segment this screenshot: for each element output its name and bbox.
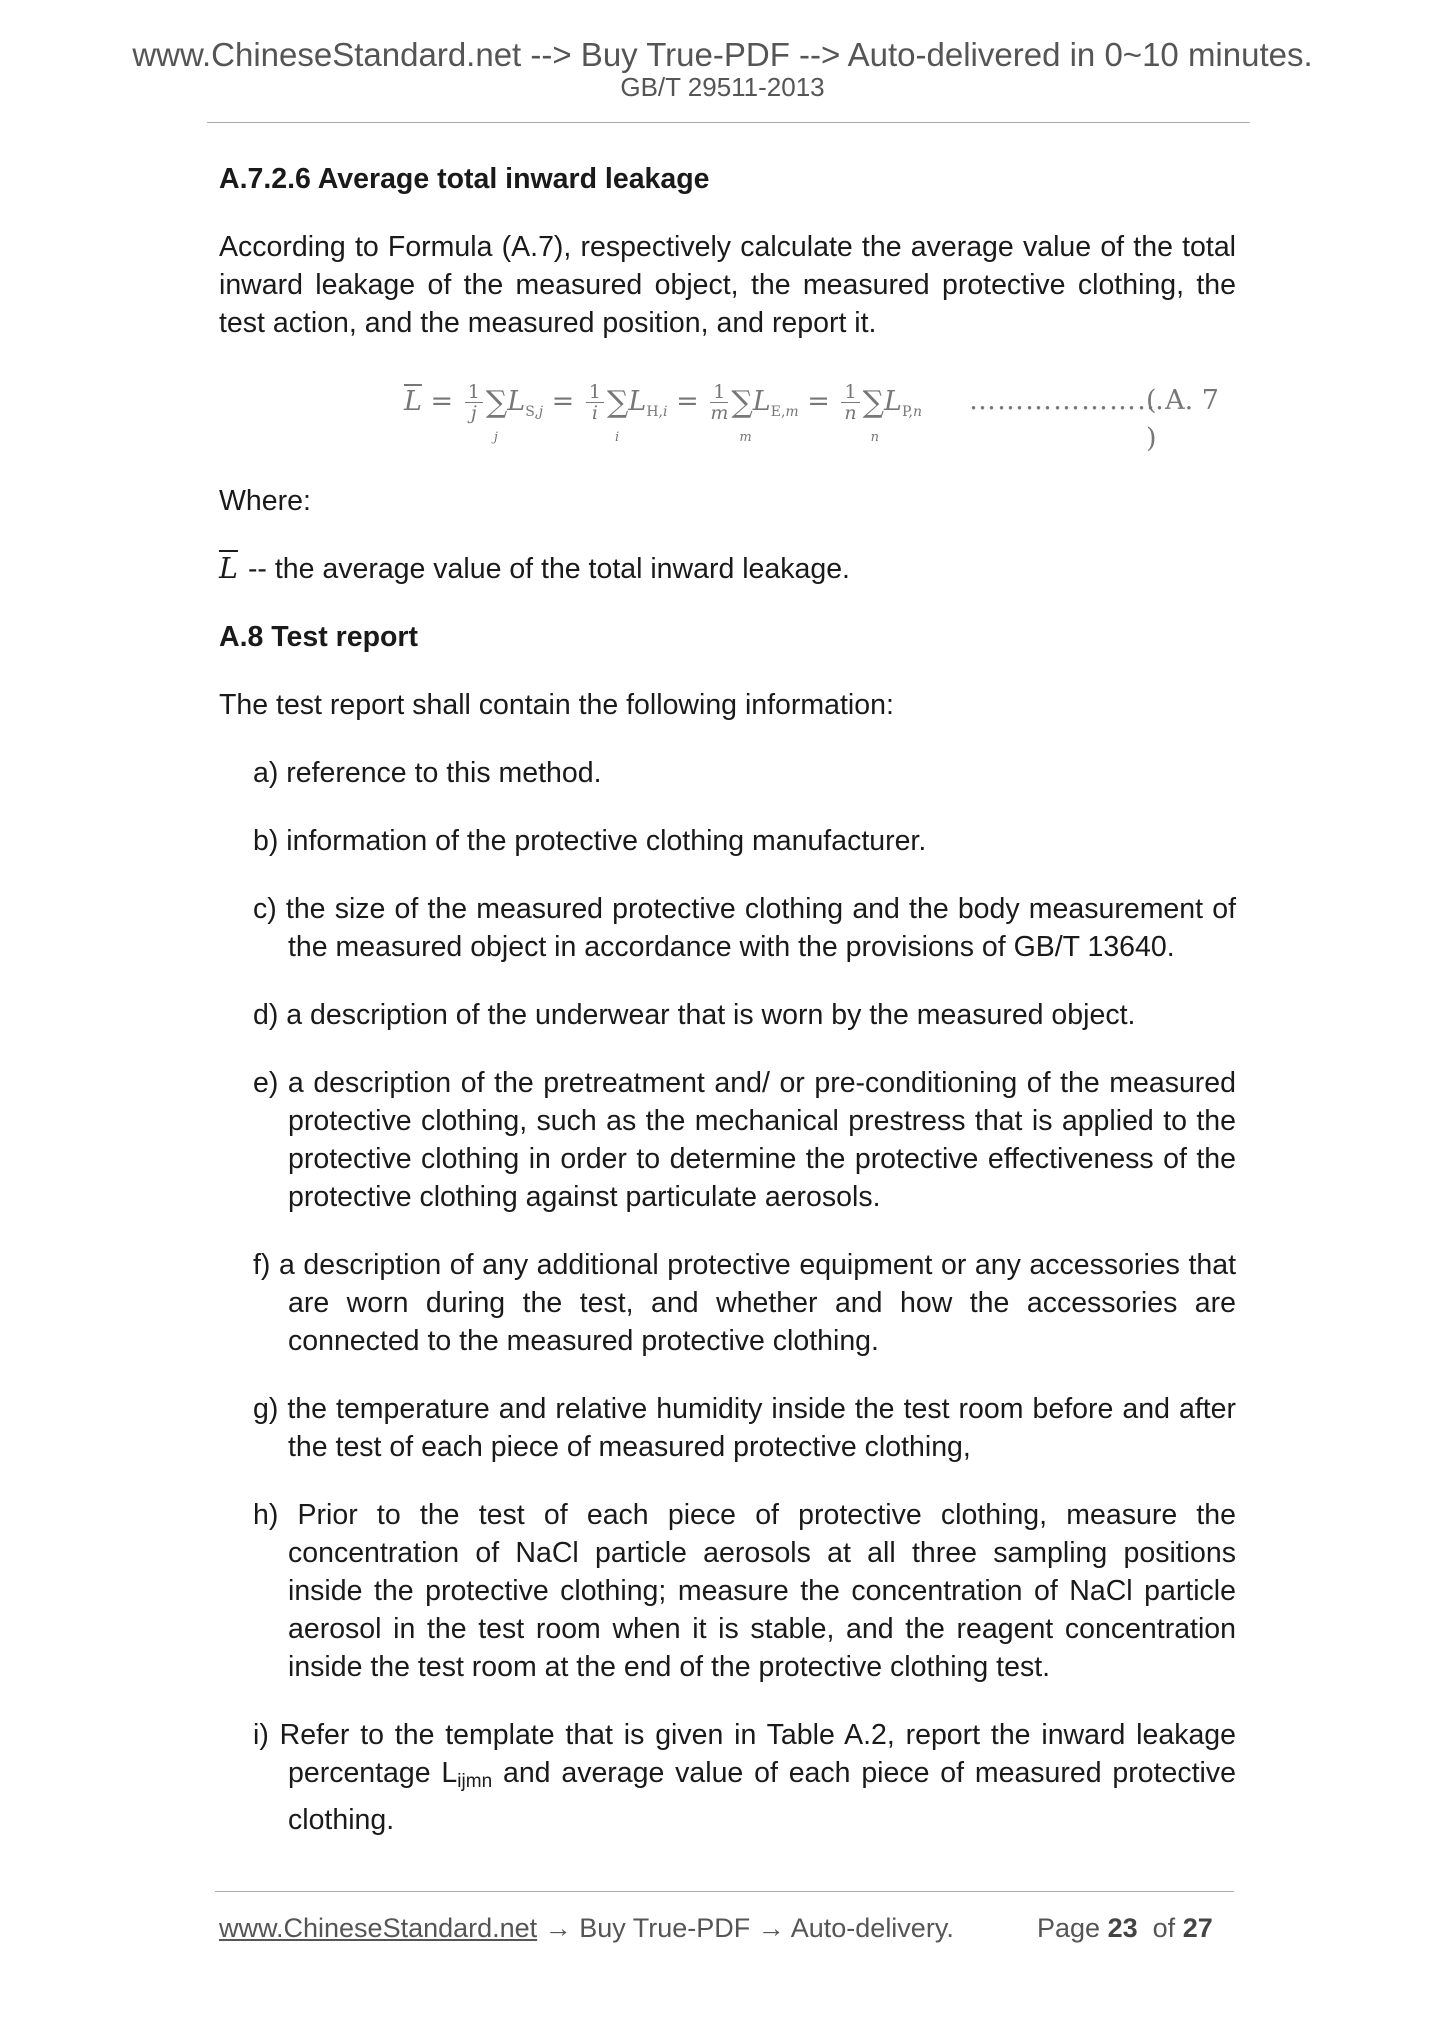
section-heading-a726: A.7.2.6 Average total inward leakage [219,163,710,195]
page-indicator [1037,1915,1213,1942]
footer-promo-text: → Buy True-PDF → Auto-delivery. [537,1913,954,1943]
list-item [253,1716,1236,1839]
list-item: c) the size of the measured protective clothing and the body measurement of the measured object in accordance with the provisions of GB/T 13640. [253,893,1236,963]
list-item: g) the temperature and relative humidity inside the test room before and after the test of each piece of measured protective clothing, [253,1393,1236,1463]
l-bar-symbol: $\overline{L}$ [219,552,238,585]
formula-a7 [219,372,1236,454]
list-item: h) Prior to the test of each piece of protective clothing, measure the concentration of NaCl particle aerosols at all three sampling positions inside the protective clothing; measure the concentration of NaCl particle aerosol in the test room when it is stable, and the reagent concentration inside the test room at the end of the protective clothing test. [253,1499,1236,1683]
page-label: Page [1037,1913,1101,1943]
section-intro-a8: The test report shall contain the following information: [219,689,894,721]
list-item: f) a description of any additional protective equipment or any accessories that are worn during the test, and whether and how the accessories are connected to the measured protective clothing. [253,1249,1236,1357]
document-code: GB/T 29511-2013 [620,72,825,102]
list-item: b) information of the protective clothing manufacturer. [253,825,927,857]
footer-site-link[interactable]: www.ChineseStandard.net [219,1913,538,1943]
site-banner: www.ChineseStandard.net --> Buy True-PDF --> Auto-delivered in 0~10 minutes. [132,36,1313,73]
header-divider [207,122,1250,123]
section-paragraph-a726: According to Formula (A.7), respectively calculate the average value of the total inward leakage of the measured object, the measured protective clothing, the test action, and the measured position, and report it. [219,231,1236,339]
section-heading-a8: A.8 Test report [219,621,419,653]
list-item: a) reference to this method. [253,757,602,789]
list-item-i-suffix: and average value of each piece of measured protective clothing. [288,1757,1236,1836]
page-body [219,160,1236,1869]
symbol-definition-text: -- the average value of the total inward leakage. [247,553,850,585]
where-label: Where: [219,485,311,517]
list-item: d) a description of the underwear that is worn by the measured object. [253,999,1136,1031]
footer-promo [219,1915,954,1942]
page-number: 23 [1107,1913,1138,1943]
page-of-label: of [1152,1913,1176,1943]
list-item: e) a description of the pretreatment and/ or pre-conditioning of the measured protective clothing, such as the mechanical prestress that is applied to the protective clothing in order to determine the protective effectiveness of the protective clothing against particulate aerosols. [253,1067,1236,1213]
footer-divider [215,1891,1234,1892]
list-item-i-subscript: ijmn [457,1771,493,1792]
formula-expression: $\overline{L}$ = $\frac{1}{j}$ ∑ j $L_{S,j}$ = $\frac{1}{i}$ ∑ i $L_{H,i}$ = $\frac{1}{m}$ ∑ m $L_{E,m}$ = $\frac{1}{n}$ ∑ n $L_{P,n}$ [404,381,923,445]
formula-leader-dots: ………………… [969,385,1165,416]
list-item-i-prefix: i) Refer to the template that is given in Table A.2, report the inward leakage percentage L [253,1719,1236,1789]
formula-number: ( A. 7 ) [1146,385,1219,454]
symbol-definition [219,550,1236,588]
total-pages: 27 [1182,1913,1213,1943]
